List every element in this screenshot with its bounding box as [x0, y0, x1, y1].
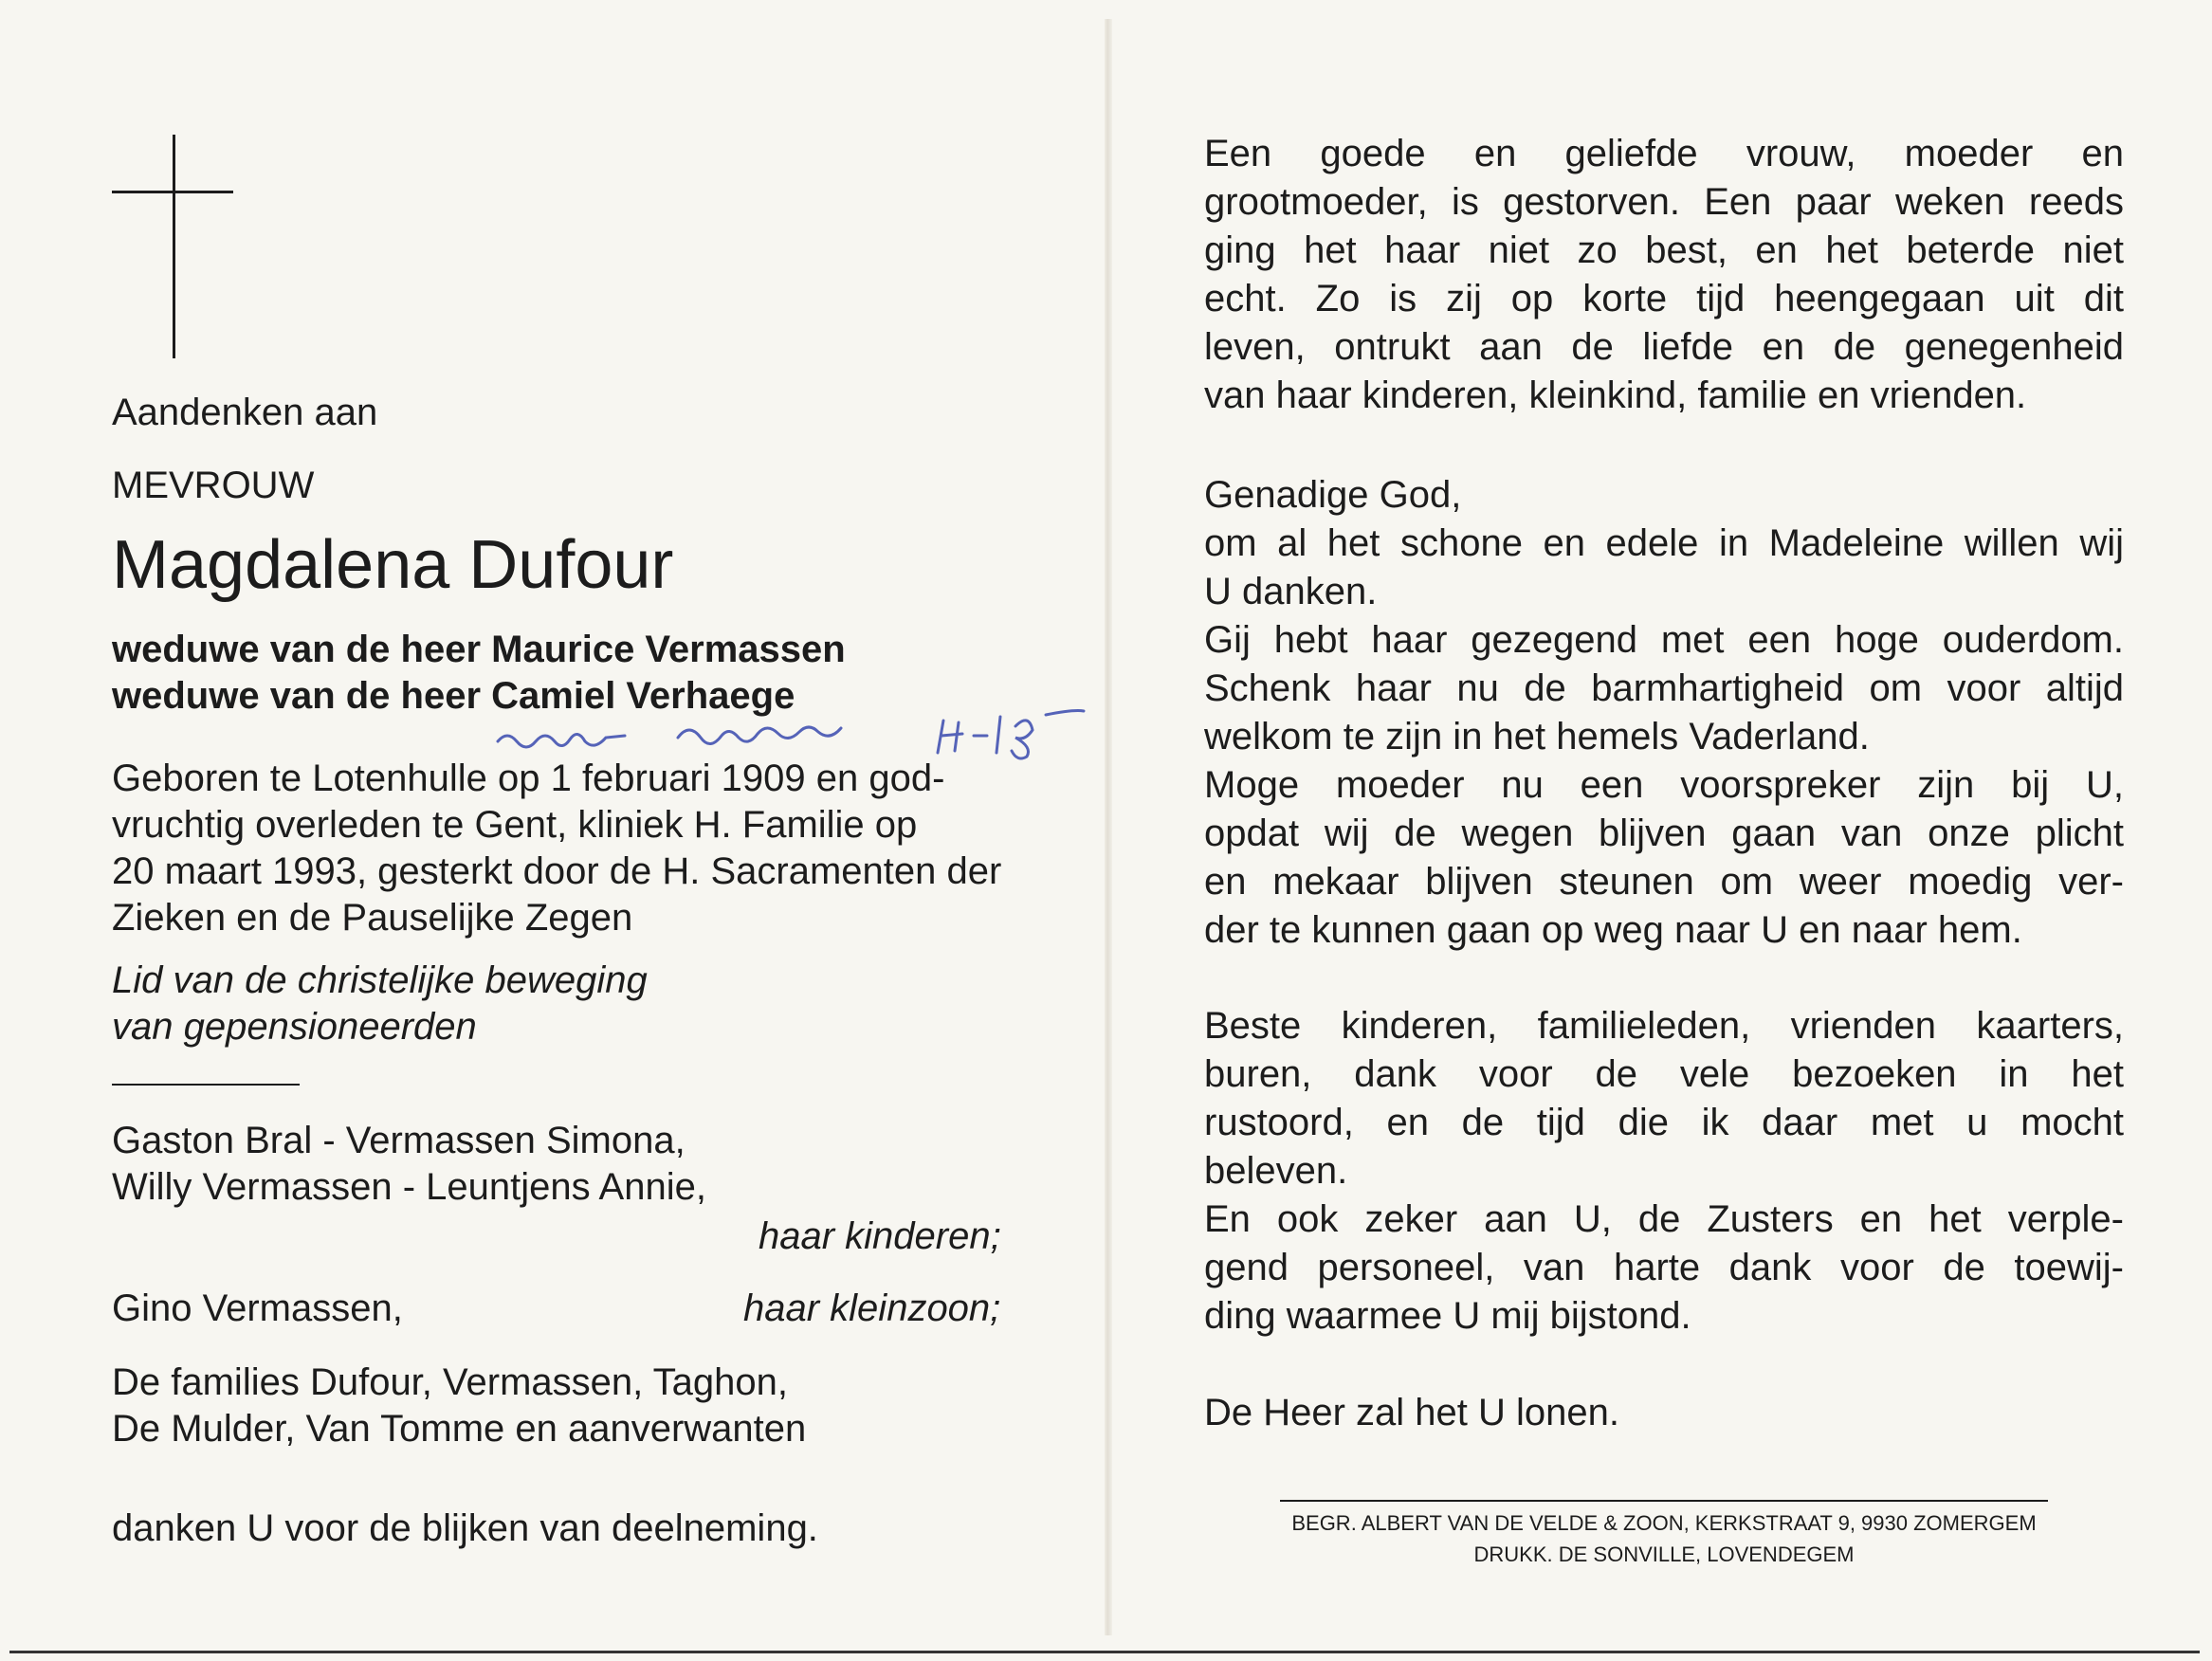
para3-line: ding waarmee U mij bijstond.	[1204, 1295, 1691, 1337]
member-line-1: Lid van de christelijke beweging	[112, 959, 648, 1001]
para2-line: Gij hebt haar gezegend met een hoge ouderdom.	[1204, 619, 2124, 661]
para2-line: Schenk haar nu de barmhartigheid om voor altijd	[1204, 667, 2124, 709]
para1-line: grootmoeder, is gestorven. Een paar weken reeds	[1204, 181, 2124, 223]
grandson-name: Gino Vermassen,	[112, 1287, 403, 1329]
para2-line: opdat wij de wegen blijven gaan van onze plicht	[1204, 812, 2124, 854]
printer-rule	[1280, 1500, 2048, 1502]
children-line-2: Willy Vermassen - Leuntjens Annie,	[112, 1166, 706, 1208]
para1-line: Een goede en geliefde vrouw, moeder en	[1204, 133, 2124, 174]
birth-line-3: 20 maart 1993, gesterkt door de H. Sacramenten der	[112, 850, 1002, 892]
birth-line-4: Zieken en de Pauselijke Zegen	[112, 897, 633, 939]
para2-line: U danken.	[1204, 571, 1378, 612]
para3-line: beleven.	[1204, 1150, 1348, 1192]
thanks-line: danken U voor de blijken van deelneming.	[112, 1507, 818, 1549]
para1-line: van haar kinderen, kleinkind, familie en vrienden.	[1204, 374, 2027, 416]
para2-line: Genadige God,	[1204, 474, 1462, 516]
paragraph-1	[1204, 130, 2124, 420]
para2-line: Moge moeder nu een voorspreker zijn bij U,	[1204, 764, 2124, 806]
birth-line-1: Geboren te Lotenhulle op 1 februari 1909 en god-	[112, 757, 945, 799]
aandenken-text: Aandenken aan	[112, 392, 378, 433]
para2-line: welkom te zijn in het hemels Vaderland.	[1204, 716, 1870, 757]
cross-icon-bar	[112, 191, 233, 193]
children-line-1: Gaston Bral - Vermassen Simona,	[112, 1120, 686, 1161]
para1-line: ging het haar niet zo best, en het beterde niet	[1204, 229, 2124, 271]
families-line-2: De Mulder, Van Tomme en aanverwanten	[112, 1408, 807, 1450]
title-text: MEVROUW	[112, 465, 315, 506]
para3-line: Beste kinderen, familieleden, vrienden kaarters,	[1204, 1005, 2124, 1047]
card-bottom-edge	[9, 1651, 2200, 1653]
printer-line-2: DRUKK. DE SONVILLE, LOVENDEGEM	[1473, 1542, 1855, 1566]
paragraph-2	[1204, 471, 2124, 955]
para3-line: rustoord, en de tijd die ik daar met u mocht	[1204, 1102, 2124, 1143]
separator-rule	[112, 1084, 300, 1086]
children-role: haar kinderen;	[759, 1215, 1001, 1257]
cross-icon	[173, 135, 175, 358]
para3-line: En ook zeker aan U, de Zusters en het verple-	[1204, 1198, 2124, 1240]
birth-line-2: vruchtig overleden te Gent, kliniek H. Familie op	[112, 804, 918, 846]
para3-line: gend personeel, van harte dank voor de toewij-	[1204, 1247, 2124, 1288]
widow-line-1: weduwe van de heer Maurice Vermassen	[112, 629, 846, 670]
deceased-name: Magdalena Dufour	[112, 527, 674, 603]
para3-line: buren, dank voor de vele bezoeken in het	[1204, 1053, 2124, 1095]
member-line-2: van gepensioneerden	[112, 1006, 477, 1048]
para2-line: om al het schone en edele in Madeleine willen wij	[1204, 522, 2124, 564]
printer-line-1: BEGR. ALBERT VAN DE VELDE & ZOON, KERKSTRAAT 9, 9930 ZOMERGEM	[1291, 1511, 2037, 1535]
families-line-1: De families Dufour, Vermassen, Taghon,	[112, 1361, 788, 1403]
closing-line: De Heer zal het U lonen.	[1204, 1392, 1620, 1433]
para2-line: en mekaar blijven steunen om weer moedig ver-	[1204, 861, 2124, 903]
center-fold	[1105, 19, 1112, 1635]
paragraph-3	[1204, 1002, 2124, 1341]
widow-line-2: weduwe van de heer Camiel Verhaege	[112, 675, 795, 717]
para2-line: der te kunnen gaan op weg naar U en naar hem.	[1204, 909, 2022, 951]
para1-line: echt. Zo is zij op korte tijd heengegaan uit dit	[1204, 278, 2124, 319]
para1-line: leven, ontrukt aan de liefde en de genegenheid	[1204, 326, 2124, 368]
grandson-role: haar kleinzoon;	[743, 1287, 1001, 1329]
